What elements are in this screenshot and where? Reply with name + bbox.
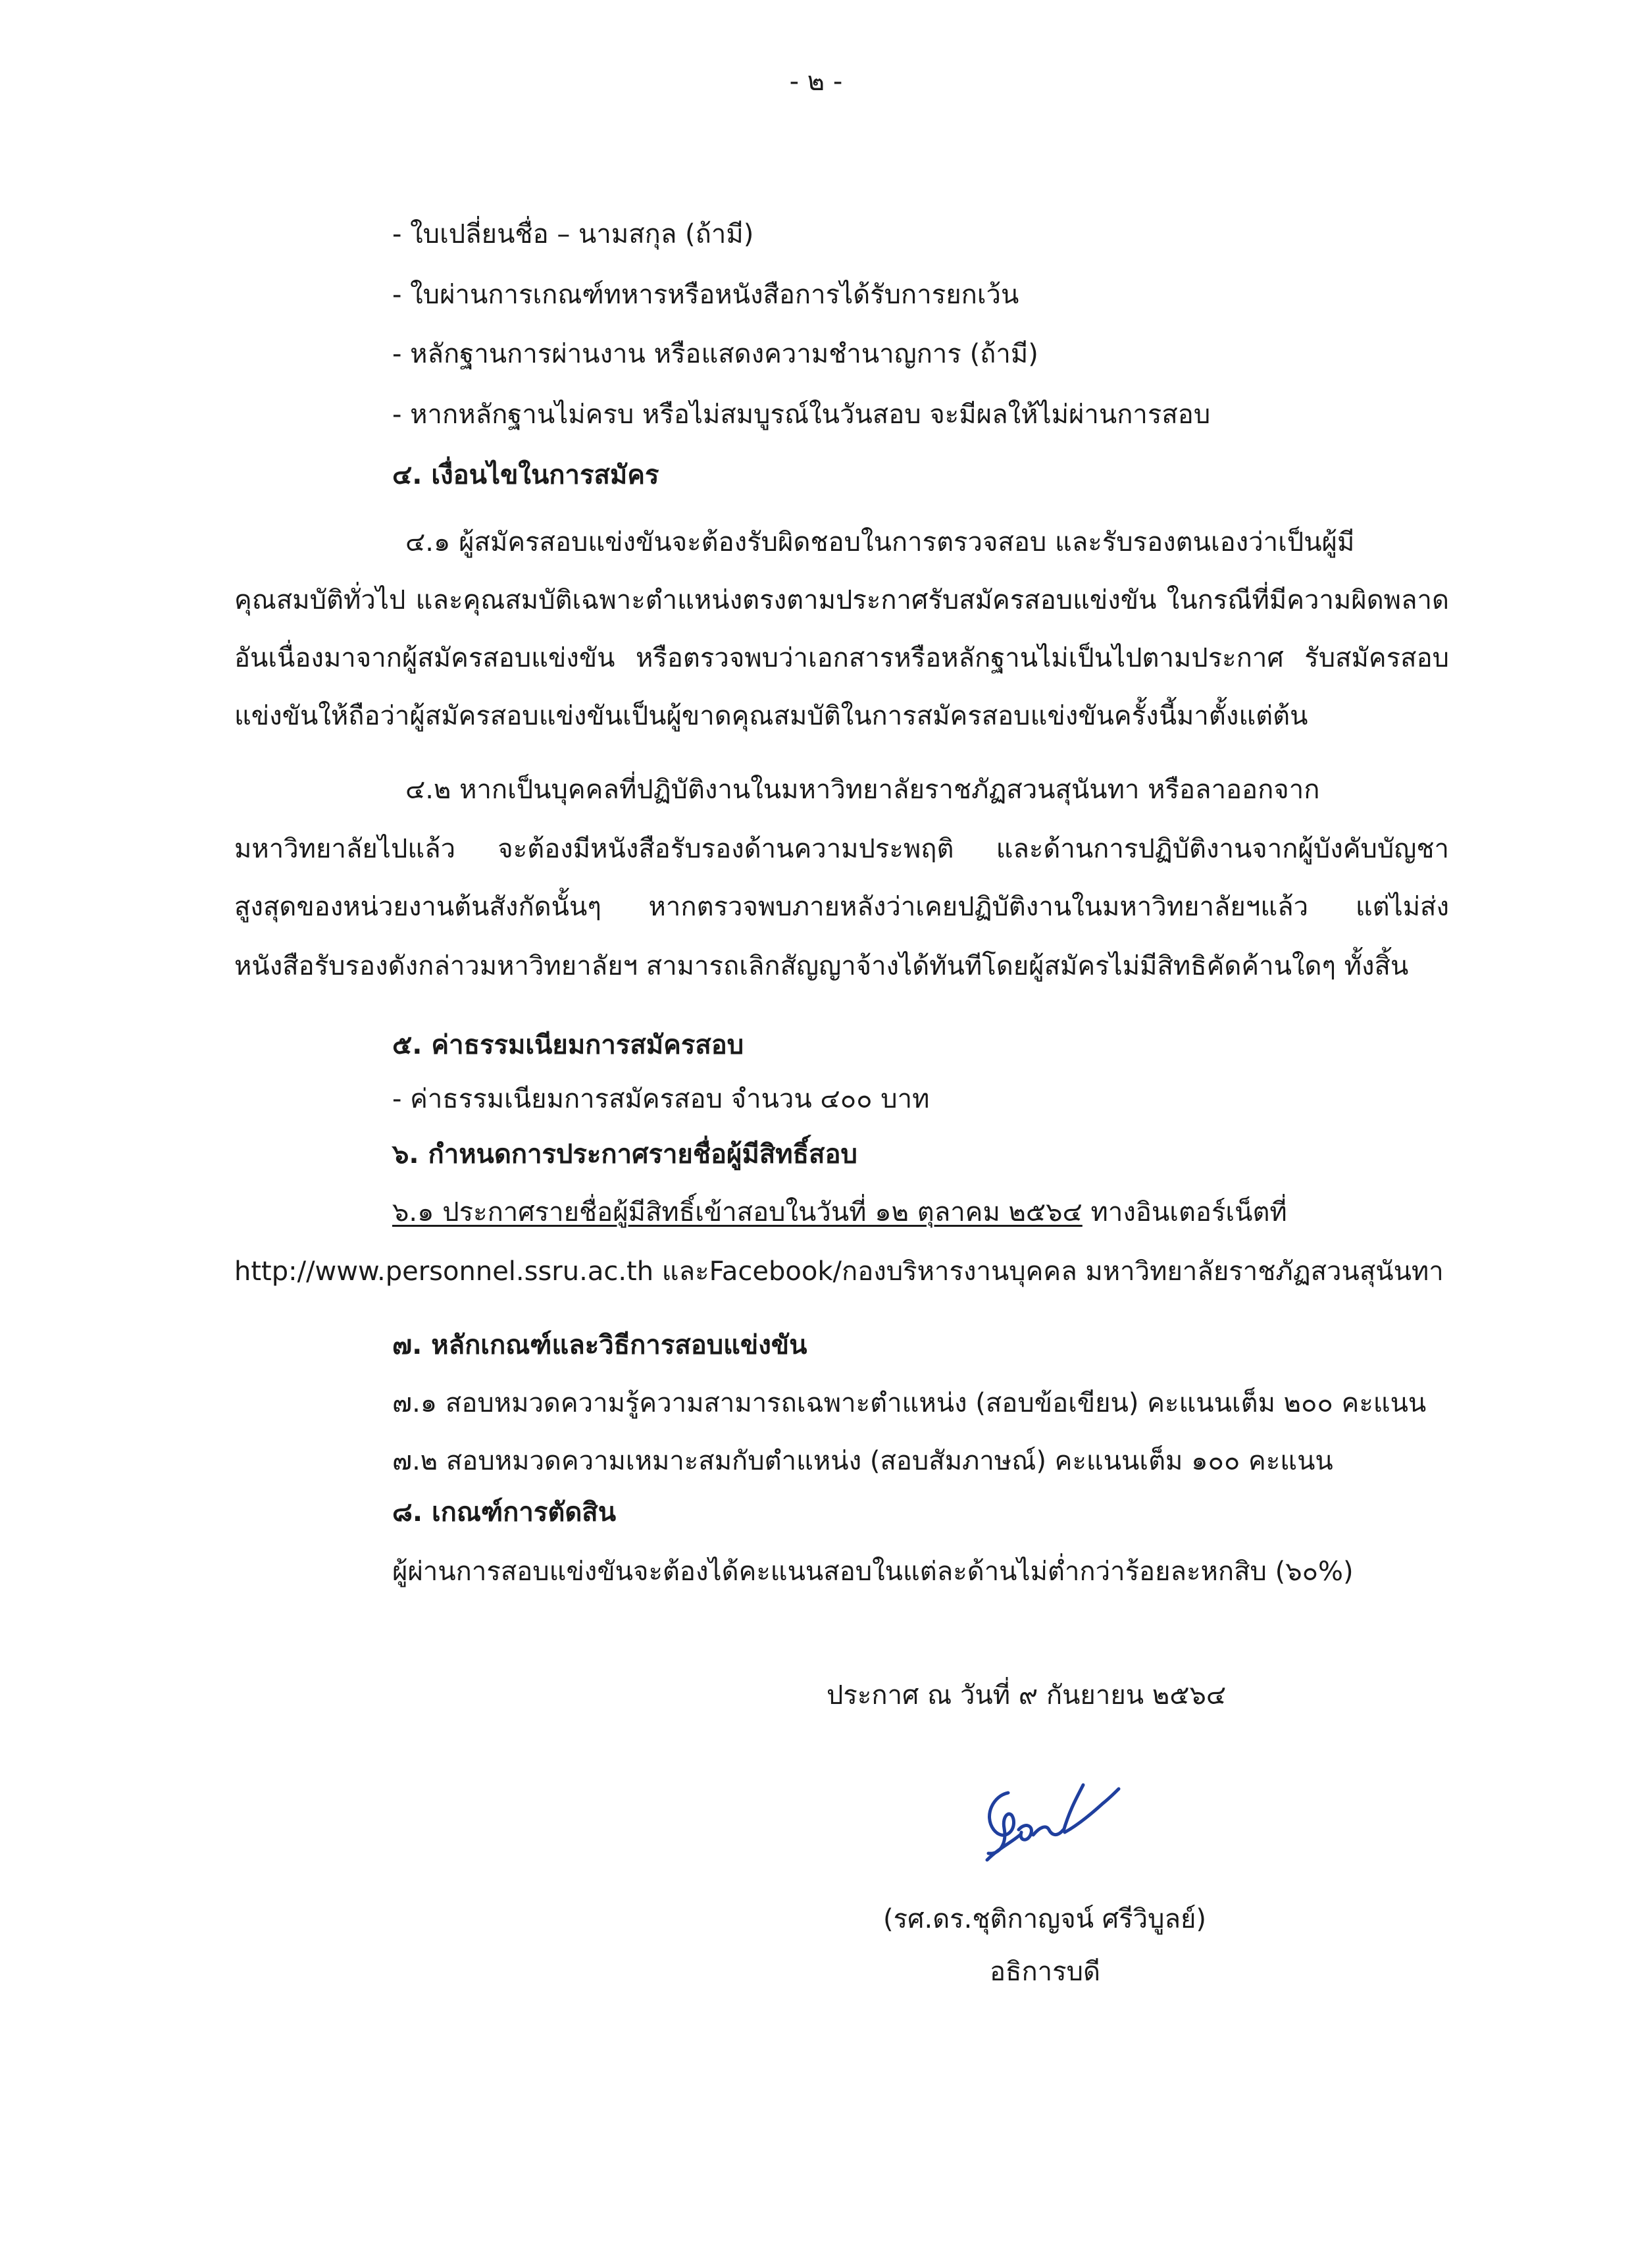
paragraph-line: ๔.๑ ผู้สมัครสอบแข่งขันจะต้องรับผิดชอบในการตรวจสอบ และรับรองตนเองว่าเป็นผู้มี — [405, 527, 1355, 557]
document-list-item: - หลักฐานการผ่านงาน หรือแสดงความชำนาญการ (ถ้ามี) — [392, 339, 1038, 369]
paragraph-line: แข่งขันให้ถือว่าผู้สมัครสอบแข่งขันเป็นผู้ขาดคุณสมบัติในการสมัครสอบแข่งขันครั้งนี้มาตั้งแต่ต้น — [234, 701, 1308, 731]
announcement-date: ประกาศ ณ วันที่ ๙ กันยายน ๒๕๖๔ — [827, 1680, 1227, 1711]
decision-criteria-text: ผู้ผ่านการสอบแข่งขันจะต้องได้คะแนนสอบในแต่ละด้านไม่ต่ำกว่าร้อยละหกสิบ (๖๐%) — [392, 1557, 1354, 1587]
signer-name: (รศ.ดร.ชุติกาญจน์ ศรีวิบูลย์) — [883, 1904, 1207, 1934]
exam-criteria-item: ๗.๒ สอบหมวดความเหมาะสมกับตำแหน่ง (สอบสัมภาษณ์) คะแนนเต็ม ๑๐๐ คะแนน — [392, 1446, 1333, 1476]
document-list-item: - ใบเปลี่ยนชื่อ – นามสกุล (ถ้ามี) — [392, 219, 754, 249]
paragraph-line: อันเนื่องมาจากผู้สมัครสอบแข่งขัน หรือตรวจพบว่าเอกสารหรือหลักฐานไม่เป็นไปตามประกาศ รับสมัครสอบ — [234, 643, 1449, 673]
paragraph-line: คุณสมบัติทั่วไป และคุณสมบัติเฉพาะตำแหน่งตรงตามประกาศรับสมัครสอบแข่งขัน ในกรณีที่มีความผิดพลาด — [234, 585, 1449, 615]
signer-title: อธิการบดี — [990, 1957, 1100, 1987]
paragraph-line: สูงสุดของหน่วยงานต้นสังกัดนั้นๆ หากตรวจพบภายหลังว่าเคยปฏิบัติงานในมหาวิทยาลัยฯแล้ว แต่ไม่ส่ง — [234, 892, 1449, 922]
paragraph-line: มหาวิทยาลัยไปแล้ว จะต้องมีหนังสือรับรองด้านความประพฤติ และด้านการปฏิบัติงานจากผู้บังคับบัญชา — [234, 834, 1449, 864]
section-heading: ๗. หลักเกณฑ์และวิธีการสอบแข่งขัน — [392, 1330, 807, 1360]
announcement-date-underlined: ๖.๑ ประกาศรายชื่อผู้มีสิทธิ์เข้าสอบในวันที่ ๑๒ ตุลาคม ๒๕๖๔ — [392, 1197, 1083, 1227]
fee-line: - ค่าธรรมเนียมการสมัครสอบ จำนวน ๔๐๐ บาท — [392, 1084, 930, 1114]
section-heading: ๘. เกณฑ์การตัดสิน — [392, 1497, 617, 1528]
section-heading: ๕. ค่าธรรมเนียมการสมัครสอบ — [392, 1030, 744, 1060]
page-number: - ๒ - — [789, 66, 843, 97]
exam-criteria-item: ๗.๑ สอบหมวดความรู้ความสามารถเฉพาะตำแหน่ง (สอบข้อเขียน) คะแนนเต็ม ๒๐๐ คะแนน — [392, 1388, 1427, 1418]
document-list-item: - หากหลักฐานไม่ครบ หรือไม่สมบูรณ์ในวันสอบ จะมีผลให้ไม่ผ่านการสอบ — [392, 399, 1211, 430]
signature — [948, 1769, 1145, 1881]
paragraph-line: หนังสือรับรองดังกล่าวมหาวิทยาลัยฯ สามารถเลิกสัญญาจ้างได้ทันทีโดยผู้สมัครไม่มีสิทธิคัดค้านใดๆ ทั้งสิ้น — [234, 951, 1409, 981]
section-heading: ๖. กำหนดการประกาศรายชื่อผู้มีสิทธิ์สอบ — [392, 1139, 857, 1170]
announcement-line — [392, 1194, 1287, 1231]
announcement-website-line: http://www.personnel.ssru.ac.th และFacebook/กองบริหารงานบุคคล มหาวิทยาลัยราชภัฏสวนสุนันทา — [234, 1256, 1444, 1287]
document-list-item: - ใบผ่านการเกณฑ์ทหารหรือหนังสือการได้รับการยกเว้น — [392, 280, 1019, 310]
section-heading: ๔. เงื่อนไขในการสมัคร — [392, 460, 659, 490]
announcement-channel: ทางอินเตอร์เน็ตที่ — [1082, 1197, 1287, 1227]
signature-ink — [948, 1769, 1145, 1881]
paragraph-line: ๔.๒ หากเป็นบุคคลที่ปฏิบัติงานในมหาวิทยาลัยราชภัฏสวนสุนันทา หรือลาออกจาก — [405, 775, 1320, 805]
